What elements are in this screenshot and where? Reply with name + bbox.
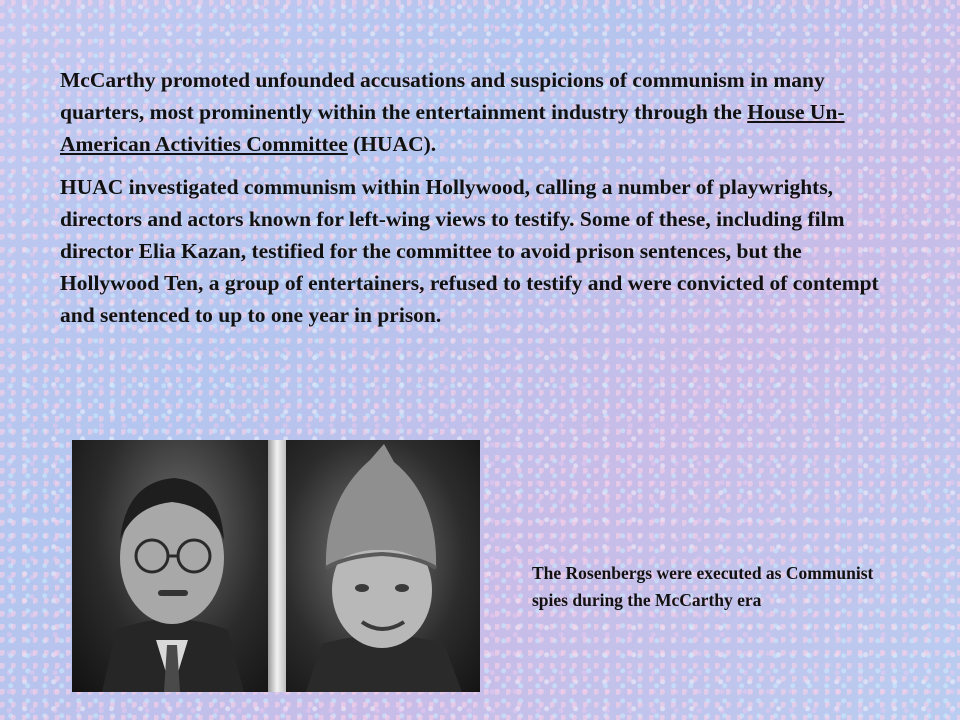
- paragraph-mccarthy: [60, 64, 900, 160]
- huac-link[interactable]: House Un-American Activities Committee: [60, 100, 845, 156]
- julius-portrait-illustration: [72, 440, 268, 692]
- paragraph-huac: HUAC investigated communism within Hollywood, calling a number of playwrights, directors and actors known for left-wing views to testify. Some of these, including film director Elia Kazan, testified for the committee to avoid prison sentences, but the Hollywood Ten, a group of entertainers, refused to testify and were convicted of contempt and sentenced to up to one year in prison.: [60, 175, 879, 327]
- photo-panel-julius: [72, 440, 268, 692]
- photo-panel-ethel: [286, 440, 480, 692]
- ethel-portrait-illustration: [286, 440, 480, 692]
- paragraph-mccarthy-text: McCarthy promoted unfounded accusations and suspicions of communism in many quarters, most prominently within the entertainment industry through the: [60, 68, 825, 124]
- photo-caption: The Rosenbergs were executed as Communist spies during the McCarthy era: [532, 563, 874, 610]
- photo-divider: [268, 440, 286, 692]
- slide-body-text: [60, 64, 900, 342]
- rosenbergs-photo: [72, 440, 480, 692]
- paragraph-mccarthy-tail: (HUAC).: [347, 132, 437, 156]
